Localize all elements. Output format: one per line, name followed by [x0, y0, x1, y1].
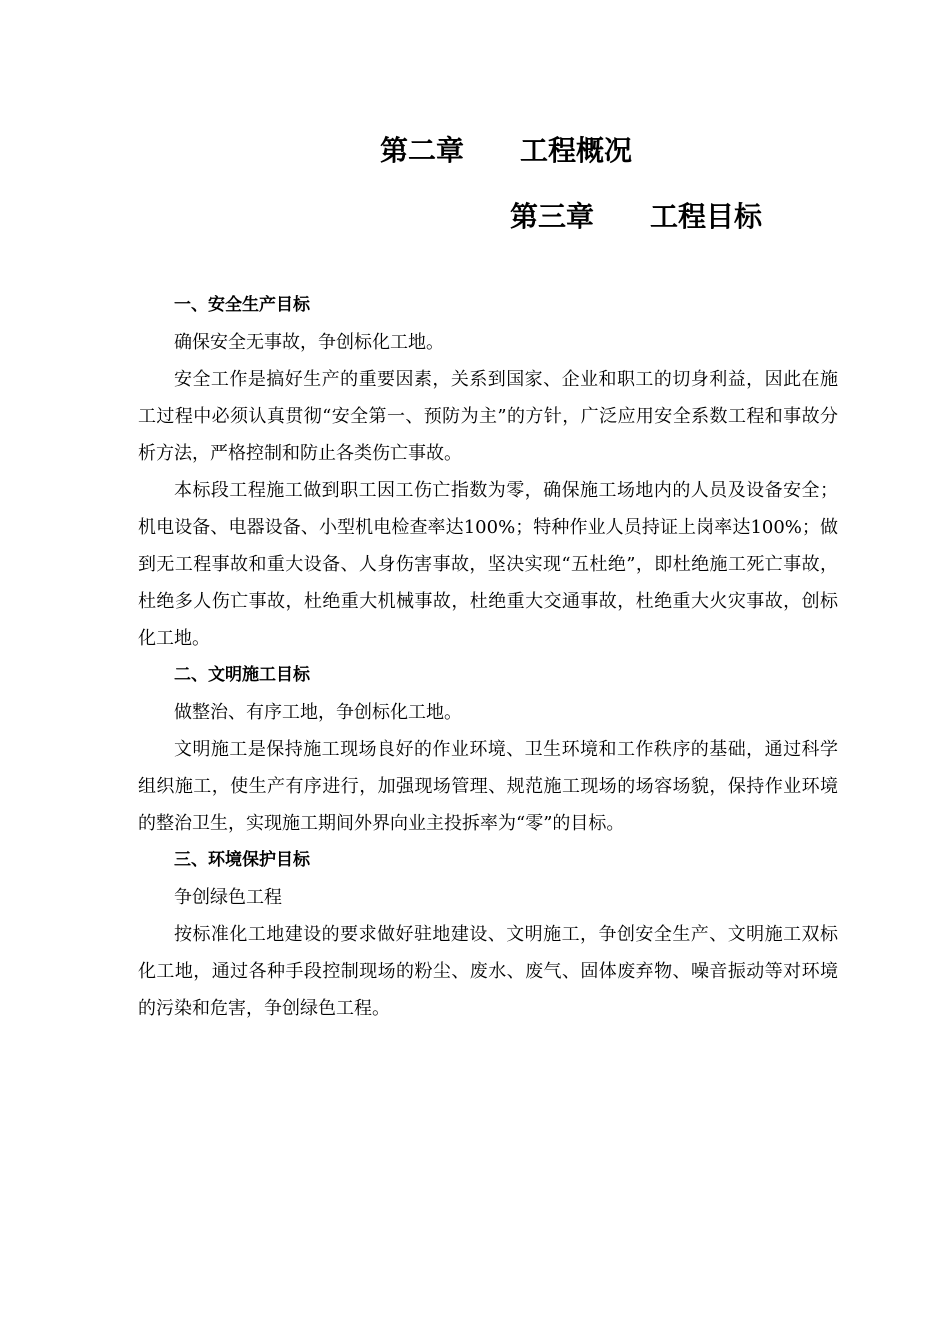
chapter-3-title: 工程目标	[650, 200, 763, 233]
paragraph: 确保安全无事故，争创标化工地。	[174, 332, 444, 353]
document-body	[138, 287, 838, 1027]
chapter-2-number: 第二章	[380, 134, 465, 167]
paragraph: 本标段工程施工做到职工因工伤亡指数为零，确保施工场地内的人员及设备安全；机电设备、电器设备、小型机电检查率达100%；特种作业人员持证上岗率达100%；做到无工程事故和重大设备、人身伤害事故，坚决实现“五杜绝”，即杜绝施工死亡事故，杜绝多人伤亡事故，杜绝重大机械事故，杜绝重大交通事故，杜绝重大火灾事故，创标化工地。	[138, 480, 838, 649]
chapter-2-title: 工程概况	[520, 134, 633, 167]
section-heading: 一、安全生产目标	[174, 295, 310, 315]
section-civilized-construction	[138, 657, 838, 842]
chapter-3-number: 第三章	[510, 200, 595, 233]
paragraph: 文明施工是保持施工现场良好的作业环境、卫生环境和工作秩序的基础，通过科学组织施工，使生产有序进行，加强现场管理、规范施工现场的场容场貌，保持作业环境的整治卫生，实现施工期间外界向业主投拆率为“零”的目标。	[138, 739, 838, 834]
chapter-2-heading	[380, 133, 632, 169]
paragraph: 安全工作是搞好生产的重要因素，关系到国家、企业和职工的切身利益，因此在施工过程中必须认真贯彻“安全第一、预防为主”的方针，广泛应用安全系数工程和事故分析方法，严格控制和防止各类伤亡事故。	[138, 369, 838, 464]
chapter-3-heading	[510, 199, 762, 235]
paragraph: 按标准化工地建设的要求做好驻地建设、文明施工，争创安全生产、文明施工双标化工地，通过各种手段控制现场的粉尘、废水、废气、固体废弃物、噪音振动等对环境的污染和危害，争创绿色工程。	[138, 924, 838, 1019]
section-environmental-protection	[138, 842, 838, 1027]
paragraph: 做整治、有序工地，争创标化工地。	[174, 702, 462, 723]
section-heading: 三、环境保护目标	[174, 850, 310, 870]
section-safety-production	[138, 287, 838, 657]
section-heading: 二、文明施工目标	[174, 665, 310, 685]
paragraph: 争创绿色工程	[174, 887, 282, 908]
